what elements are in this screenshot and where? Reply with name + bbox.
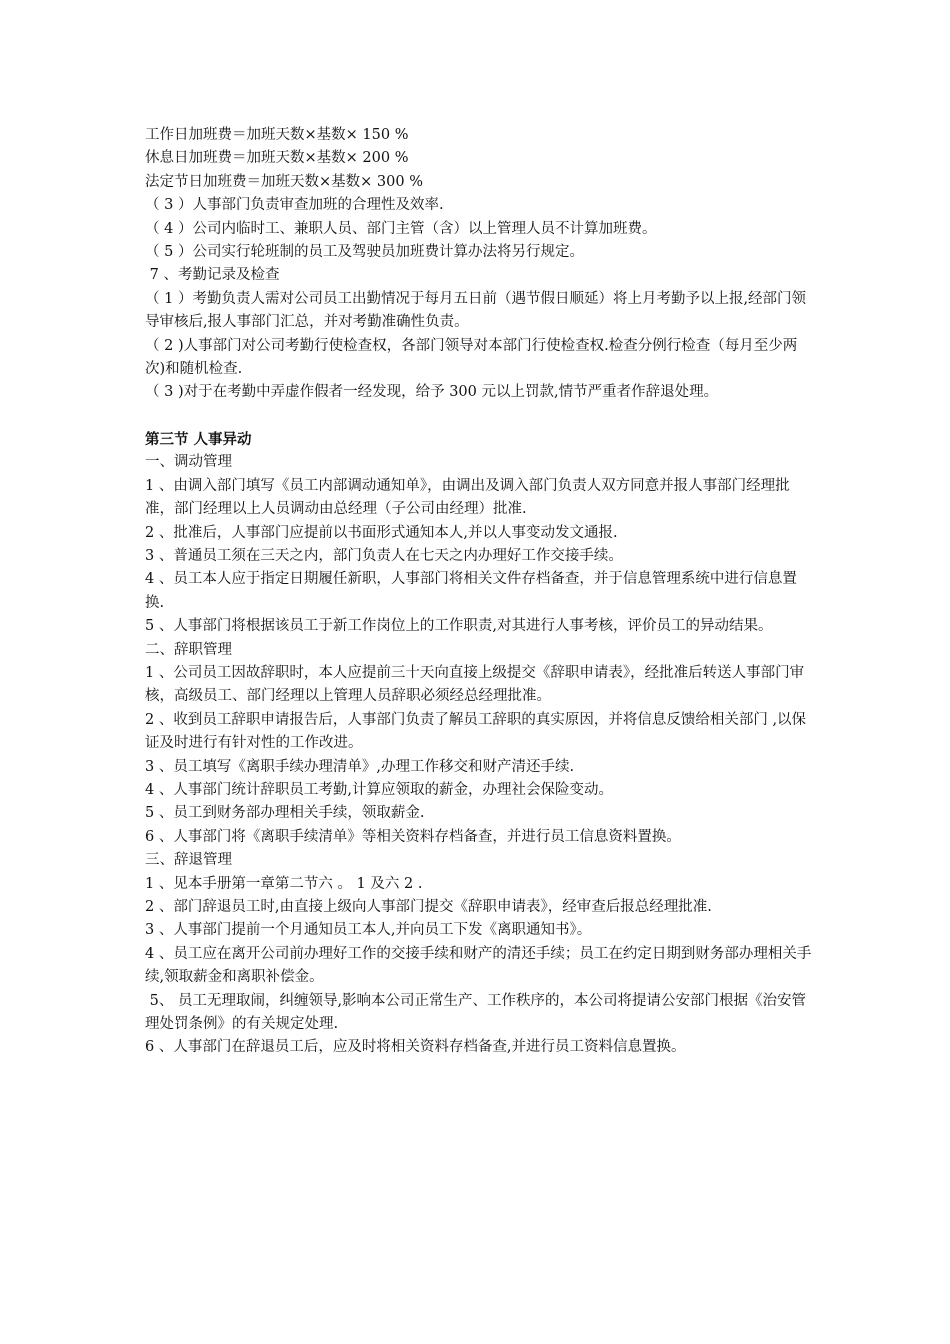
text-line: 4 、员工应在离开公司前办理好工作的交接手续和财产的清还手续；员工在约定日期到财务部办理相关手续,领取薪金和离职补偿金。 — [145, 945, 812, 986]
text-line: （ 5 ）公司实行轮班制的员工及驾驶员加班费计算办法将另行规定。 — [145, 244, 584, 261]
text-line: （ 2 )人事部门对公司考勤行使检查权，各部门领导对本部门行使检查权.检查分例行检查（每月至少两次)和随机检查. — [145, 337, 798, 378]
text-line: 3 、人事部门提前一个月通知员工本人,并向员工下发《离职通知书》。 — [145, 922, 592, 939]
text-line: 3 、员工填写《离职手续办理清单》,办理工作移交和财产清还手续. — [145, 758, 575, 775]
text-line: 工作日加班费＝加班天数×基数× 150 % — [145, 127, 409, 143]
overtime-attendance-block — [145, 124, 813, 405]
section-heading: 第三节 人事异动 — [145, 430, 252, 448]
text-line: 5 、人事部门将根据该员工于新工作岗位上的工作职责,对其进行人事考核，评价员工的异动结果。 — [145, 618, 773, 635]
subsection-title: 二、辞职管理 — [145, 641, 232, 658]
text-line: （ 3 ）人事部门负责审查加班的合理性及效率. — [145, 197, 444, 214]
text-line: 4 、人事部门统计辞职员工考勤,计算应领取的薪金，办理社会保险变动。 — [145, 781, 613, 798]
paragraph-gap — [145, 405, 813, 428]
text-line: 2 、部门辞退员工时,由直接上级向人事部门提交《辞职申请表》，经审查后报总经理批准. — [145, 899, 712, 915]
text-line: 休息日加班费＝加班天数×基数× 200 % — [145, 150, 409, 167]
text-line: 5、 员工无理取闹，纠缠领导,影响本公司正常生产、工作秩序的，本公司将提请公安部门根据《治安管理处罚条例》的有关规定处理. — [145, 992, 807, 1033]
text-line: （ 4 ）公司内临时工、兼职人员、部门主管（含）以上管理人员不计算加班费。 — [145, 220, 657, 237]
text-line: 1 、见本手册第一章第二节六 。 1 及六 2 . — [145, 875, 423, 892]
text-line: 4 、员工本人应于指定日期履任新职，人事部门将相关文件存档备查，并于信息管理系统中进行信息置换. — [145, 571, 797, 611]
text-line: （ 1 ）考勤负责人需对公司员工出勤情况于每月五日前（遇节假日顺延）将上月考勤予以上报,经部门领导审核后,报人事部门汇总，并对考勤准确性负责。 — [145, 290, 807, 331]
text-line: （ 3 )对于在考勤中弄虚作假者一经发现，给予 300 元以上罚款,情节严重者作辞退处理。 — [145, 384, 719, 401]
subsection-title: 三、辞退管理 — [145, 852, 232, 869]
subsection-title: 一、调动管理 — [145, 454, 232, 471]
text-line: 5 、员工到财务部办理相关手续，领取薪金. — [145, 805, 425, 822]
text-line: 法定节日加班费＝加班天数×基数× 300 % — [145, 173, 423, 190]
text-line: 2 、批准后，人事部门应提前以书面形式通知本人,并以人事变动发文通报. — [145, 524, 618, 541]
text-line: 2 、收到员工辞职申请报告后，人事部门负责了解员工辞职的真实原因，并将信息反馈给相关部门 ,以保证及时进行有针对性的工作改进。 — [145, 711, 807, 752]
text-line: 1 、公司员工因故辞职时，本人应提前三十天向直接上级提交《辞职申请表》，经批准后转送人事部门审核，高级员工、部门经理以上管理人员辞职必须经总经理批准。 — [145, 664, 805, 705]
personnel-change-section — [145, 428, 813, 1060]
text-line: 3 、普通员工须在三天之内，部门负责人在七天之内办理好工作交接手续。 — [145, 547, 623, 564]
text-line: 7 、考勤记录及检查 — [145, 267, 280, 284]
text-line: 1 、由调入部门填写《员工内部调动通知单》，由调出及调入部门负责人双方同意并报人事部门经理批准，部门经理以上人员调动由总经理（子公司由经理）批准. — [145, 477, 790, 518]
text-line: 6 、人事部门将《离职手续清单》等相关资料存档备查，并进行员工信息资料置换。 — [145, 828, 681, 845]
document-page — [145, 124, 813, 1060]
text-line: 6 、人事部门在辞退员工后，应及时将相关资料存档备查,并进行员工资料信息置换。 — [145, 1039, 686, 1056]
